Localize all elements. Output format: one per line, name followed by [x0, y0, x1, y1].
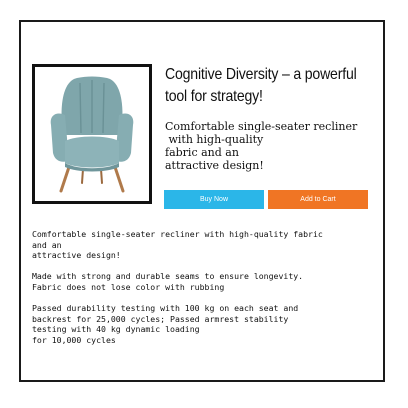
- description-line: and an: [32, 239, 62, 250]
- armchair-icon: [47, 75, 137, 193]
- description-paragraph: [32, 229, 377, 261]
- description-line: attractive design!: [32, 250, 121, 261]
- short-description-line: attractive design!: [165, 159, 264, 172]
- description-line: for 10,000 cycles: [32, 334, 116, 345]
- description-paragraph: [32, 271, 377, 292]
- product-short-description: [165, 120, 375, 172]
- product-title-line: tool for strategy!: [165, 88, 263, 105]
- description-line: testing with 40 kg dynamic loading: [32, 324, 200, 335]
- description-paragraph: [32, 303, 377, 345]
- short-description-line: Comfortable single-seater recliner: [165, 120, 358, 133]
- buy-now-button[interactable]: Buy Now: [164, 190, 264, 209]
- description-line: Fabric does not lose color with rubbing: [32, 281, 225, 292]
- product-title-line: Cognitive Diversity – a powerful: [165, 66, 357, 83]
- description-line: Comfortable single-seater recliner with high-quality fabric: [32, 229, 323, 239]
- add-to-cart-button[interactable]: Add to Cart: [268, 190, 368, 209]
- short-description-line: with high-quality: [165, 133, 264, 146]
- description-line: Passed durability testing with 100 kg on each seat and: [32, 303, 299, 314]
- description-line: Made with strong and durable seams to ensure longevity.: [32, 271, 304, 282]
- product-description: [32, 229, 377, 356]
- description-line: backrest for 25,000 cycles; Passed armrest stability: [32, 313, 289, 324]
- product-title: [165, 64, 357, 108]
- product-image[interactable]: [32, 64, 152, 204]
- short-description-line: fabric and an: [165, 146, 239, 159]
